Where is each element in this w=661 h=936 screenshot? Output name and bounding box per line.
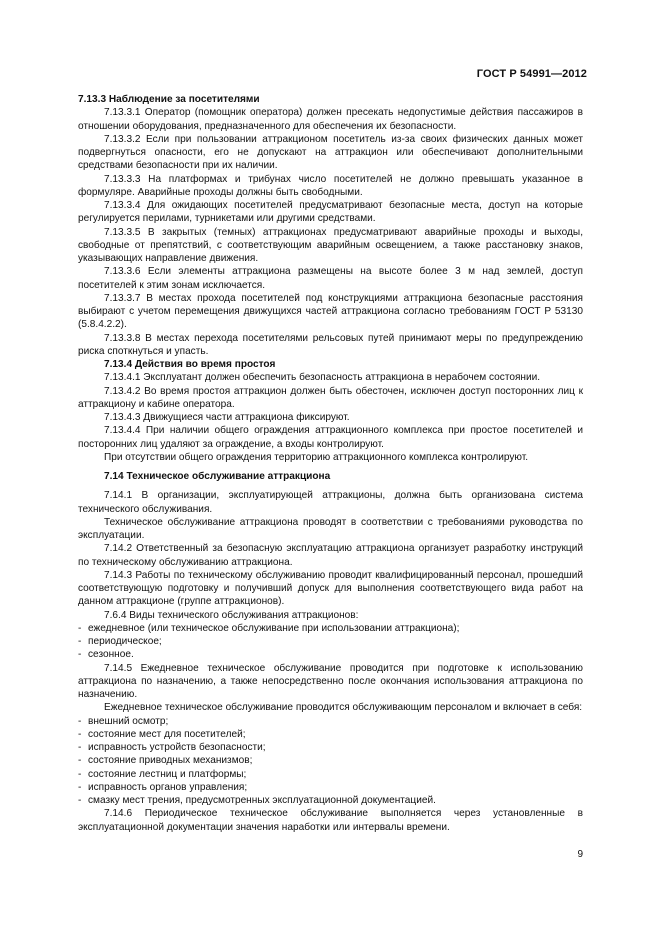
paragraph: 7.13.3.4 Для ожидающих посетителей предусматривают безопасные места, доступ на которые регулируется перилами, турникетами или другими средствами. <box>78 200 583 225</box>
list-item <box>78 635 583 648</box>
list-dash: - <box>78 781 82 793</box>
list-item <box>78 622 583 635</box>
paragraph: 7.13.4.3 Движущиеся части аттракциона фиксируют. <box>104 412 350 423</box>
paragraph: 7.13.3.6 Если элементы аттракциона размещены на высоте более 3 м над землей, доступ посетителей к этим зонам исключается. <box>78 266 583 291</box>
paragraph: 7.14.2 Ответственный за безопасную эксплуатацию аттракциона организует разработку инструкций по техническому обслуживанию аттракциона. <box>78 543 583 568</box>
list-dash: - <box>78 755 82 767</box>
list-item <box>78 728 583 741</box>
list-item <box>78 794 583 807</box>
paragraph: 7.13.3.7 В местах прохода посетителей под конструкциями аттракциона безопасные расстояния выбирают с учетом перемещения движущихся частей аттракциона согласно требованиям ГОСТ Р 53130 (5.8.4.2.2). <box>78 292 583 331</box>
list-dash: - <box>78 649 82 661</box>
list-item-text: состояние лестниц и платформы; <box>88 768 247 780</box>
list-item-text: состояние мест для посетителей; <box>88 728 246 740</box>
paragraph: 7.14.3 Работы по техническому обслуживанию проводит квалифицированный персонал, прошедший соответствующую подготовку и получивший допуск для выполнения соответствующего вида работ на данном аттракционе (группе аттракционов). <box>78 569 583 608</box>
paragraph: 7.14.5 Ежедневное техническое обслуживание проводится при подготовке к использованию аттракциона по назначению, а также непосредственно после окончания использования аттракциона по назначению. <box>78 662 583 700</box>
list-item <box>78 768 583 781</box>
paragraph: При отсутствии общего ограждения территорию аттракционного комплекса контролируют. <box>104 451 529 463</box>
list-dash: - <box>78 715 82 727</box>
list-item-text: смазку мест трения, предусмотренных эксплуатационной документацией. <box>88 795 436 806</box>
paragraph: Ежедневное техническое обслуживание проводится обслуживающим персоналом и включает в себя: <box>104 702 583 714</box>
paragraph: 7.13.4.1 Эксплуатант должен обеспечить безопасность аттракциона в нерабочем состоянии. <box>104 372 541 384</box>
list-dash: - <box>78 728 82 740</box>
paragraph: 7.13.3.1 Оператор (помощник оператора) должен пресекать недопустимые действия пассажиров в отношении оборудования, предназначенного для обеспечения их безопасности. <box>78 107 583 132</box>
list-dash: - <box>78 636 82 647</box>
list-item-text: исправность устройств безопасности; <box>88 742 266 753</box>
list-dash: - <box>78 742 82 753</box>
paragraph: 7.13.3.3 На платформах и трибунах число посетителей не должно превышать указанное в формуляре. Аварийные проходы должны быть свободными. <box>78 173 583 198</box>
list-item <box>78 741 583 754</box>
list-dash: - <box>78 622 82 634</box>
paragraph: 7.13.3.5 В закрытых (темных) аттракционах предусматривают аварийные проходы и выходы, свободные от препятствий, с соответствующим аварийным освещением, а также расстановку знаков, указывающих направление движения. <box>78 226 583 264</box>
list-item-text: ежедневное (или техническое обслуживание при использовании аттракциона); <box>88 622 460 634</box>
section-heading: 7.13.4 Действия во время простоя <box>104 359 276 370</box>
list-item-text: исправность органов управления; <box>88 781 248 793</box>
section-heading: 7.14 Техническое обслуживание аттракциона <box>104 471 331 482</box>
paragraph: 7.6.4 Виды технического обслуживания аттракционов: <box>104 609 359 621</box>
paragraph: 7.13.4.4 При наличии общего ограждения аттракционного комплекса при простое посетителей и посторонних лиц удаляют за ограждение, а входы контролируют. <box>78 425 583 450</box>
list-item <box>78 754 583 767</box>
list-item-text: состояние приводных механизмов; <box>88 755 253 767</box>
list-dash: - <box>78 795 82 806</box>
list-item-text: внешний осмотр; <box>88 715 169 727</box>
list-item <box>78 715 583 728</box>
list-item-text: периодическое; <box>88 636 162 647</box>
page-number: 9 <box>577 849 583 860</box>
document-body <box>78 93 583 834</box>
list-item-text: сезонное. <box>88 649 134 661</box>
paragraph: Техническое обслуживание аттракциона проводят в соответствии с требованиями руководства по эксплуатации. <box>78 516 583 541</box>
list-item <box>78 648 583 661</box>
list-dash: - <box>78 768 82 780</box>
paragraph: 7.13.4.2 Во время простоя аттракцион должен быть обесточен, исключен доступ посторонних лиц к аттракциону и кабине оператора. <box>78 385 583 410</box>
paragraph: 7.13.3.2 Если при пользовании аттракционом посетитель из-за своих физических данных может подвергнуться опасности, его не допускают на аттракцион или обеспечивают дополнительными средствами безопасности при их наличии. <box>78 133 583 172</box>
document-header: ГОСТ Р 54991—2012 <box>476 68 587 80</box>
paragraph: 7.14.6 Периодическое техническое обслуживание выполняется через установленные в эксплуатационной документации значения наработки или интервалы времени. <box>78 808 583 833</box>
paragraph: 7.14.1 В организации, эксплуатирующей аттракционы, должна быть организована система технического обслуживания. <box>78 490 583 515</box>
paragraph: 7.13.3.8 В местах перехода посетителями рельсовых путей принимают меры по предупреждению риска споткнуться и упасть. <box>78 332 583 357</box>
list-item <box>78 781 583 794</box>
section-heading: 7.13.3 Наблюдение за посетителями <box>78 94 260 105</box>
